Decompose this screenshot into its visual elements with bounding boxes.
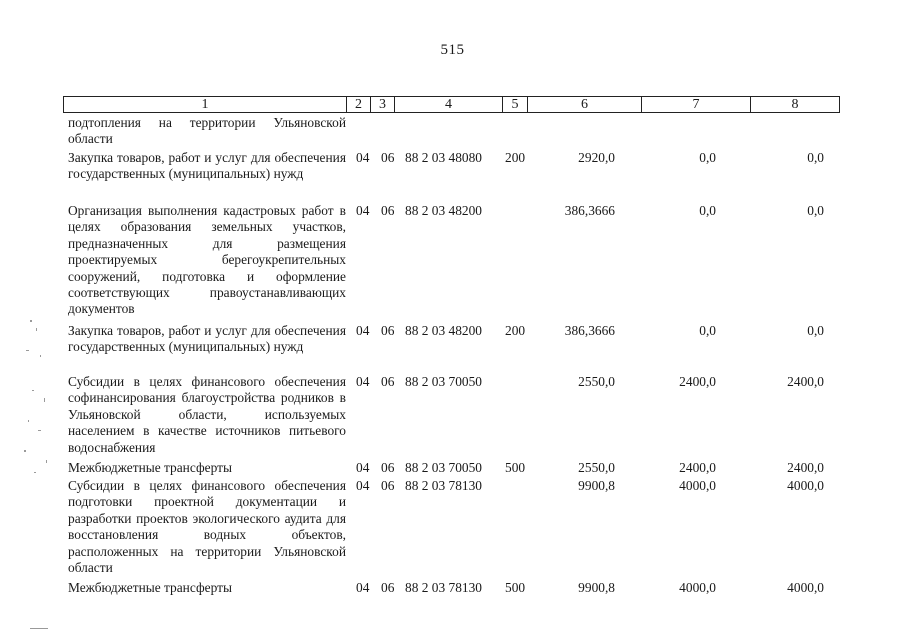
row-amount-col7: 4000,0 bbox=[679, 478, 716, 493]
header-col-6: 6 bbox=[527, 97, 641, 112]
row-description: Межбюджетные трансферты bbox=[68, 580, 232, 595]
row-amount-col6: 9900,8 bbox=[578, 478, 615, 493]
row-amount-col7: 0,0 bbox=[699, 323, 716, 338]
row-amount-col8: 0,0 bbox=[807, 150, 824, 165]
header-col-1: 1 bbox=[201, 97, 209, 112]
header-col-8: 8 bbox=[750, 97, 839, 112]
row-section: 04 bbox=[356, 150, 370, 165]
row-subsection: 06 bbox=[381, 580, 395, 595]
row-amount-col7: 2400,0 bbox=[679, 374, 716, 389]
row-subsection: 06 bbox=[381, 374, 395, 389]
row-section: 04 bbox=[356, 460, 370, 475]
row-section: 04 bbox=[356, 323, 370, 338]
row-amount-col6: 386,3666 bbox=[564, 203, 615, 218]
table-header-row bbox=[63, 96, 840, 113]
row-amount-col8: 2400,0 bbox=[787, 460, 824, 475]
row-amount-col7: 2400,0 bbox=[679, 460, 716, 475]
row-description: Субсидии в целях финансового обеспечения софинансирования благоустройства родников в Ульяновской области, используемых населением в качестве источников питьевого водоснабжения bbox=[68, 374, 346, 455]
row-target-item: 88 2 03 48080 bbox=[405, 150, 482, 165]
row-subsection: 06 bbox=[381, 150, 395, 165]
row-amount-col6: 2920,0 bbox=[578, 150, 615, 165]
row-description: Субсидии в целях финансового обеспечения подготовки проектной документации и разработки проектов экологического аудита для восстановления водных объектов, расположенных на территории Ульяновской области bbox=[68, 478, 346, 576]
row-section: 04 bbox=[356, 580, 370, 595]
row-section: 04 bbox=[356, 203, 370, 218]
header-col-2: 2 bbox=[346, 97, 370, 112]
row-target-item: 88 2 03 78130 bbox=[405, 580, 482, 595]
row-target-item: 88 2 03 78130 bbox=[405, 478, 482, 493]
row-amount-col8: 0,0 bbox=[807, 203, 824, 218]
row-amount-col8: 2400,0 bbox=[787, 374, 824, 389]
page-number: 515 bbox=[440, 42, 465, 58]
row-amount-col8: 4000,0 bbox=[787, 478, 824, 493]
header-col-4: 4 bbox=[394, 97, 502, 112]
row-amount-col7: 0,0 bbox=[699, 203, 716, 218]
row-amount-col6: 386,3666 bbox=[564, 323, 615, 338]
row-amount-col6: 2550,0 bbox=[578, 460, 615, 475]
row-amount-col6: 2550,0 bbox=[578, 374, 615, 389]
row-target-item: 88 2 03 48200 bbox=[405, 323, 482, 338]
row-subsection: 06 bbox=[381, 323, 395, 338]
row-description: Межбюджетные трансферты bbox=[68, 460, 232, 475]
row-expense-type: 200 bbox=[505, 150, 526, 165]
row-target-item: 88 2 03 70050 bbox=[405, 374, 482, 389]
row-section: 04 bbox=[356, 374, 370, 389]
row-description: подтопления на территории Ульяновской области bbox=[68, 115, 346, 147]
row-expense-type: 500 bbox=[505, 460, 526, 475]
row-amount-col7: 0,0 bbox=[699, 150, 716, 165]
row-expense-type: 200 bbox=[505, 323, 526, 338]
row-description: Закупка товаров, работ и услуг для обеспечения государственных (муниципальных) нужд bbox=[68, 323, 346, 355]
row-subsection: 06 bbox=[381, 203, 395, 218]
row-section: 04 bbox=[356, 478, 370, 493]
row-target-item: 88 2 03 48200 bbox=[405, 203, 482, 218]
scan-artifacts bbox=[18, 300, 58, 500]
row-subsection: 06 bbox=[381, 478, 395, 493]
margin-line bbox=[30, 628, 48, 629]
header-col-5: 5 bbox=[502, 97, 527, 112]
row-subsection: 06 bbox=[381, 460, 395, 475]
row-amount-col8: 0,0 bbox=[807, 323, 824, 338]
row-target-item: 88 2 03 70050 bbox=[405, 460, 482, 475]
row-description: Закупка товаров, работ и услуг для обеспечения государственных (муниципальных) нужд bbox=[68, 150, 346, 182]
header-col-7: 7 bbox=[641, 97, 750, 112]
row-amount-col6: 9900,8 bbox=[578, 580, 615, 595]
header-col-3: 3 bbox=[370, 97, 394, 112]
row-description: Организация выполнения кадастровых работ в целях образования земельных участков, предназначенных для размещения проектируемых берегоукрепительных сооружений, подготовка и оформление соответствующих правоустанавливающих документов bbox=[68, 203, 346, 317]
row-amount-col8: 4000,0 bbox=[787, 580, 824, 595]
row-amount-col7: 4000,0 bbox=[679, 580, 716, 595]
row-expense-type: 500 bbox=[505, 580, 526, 595]
